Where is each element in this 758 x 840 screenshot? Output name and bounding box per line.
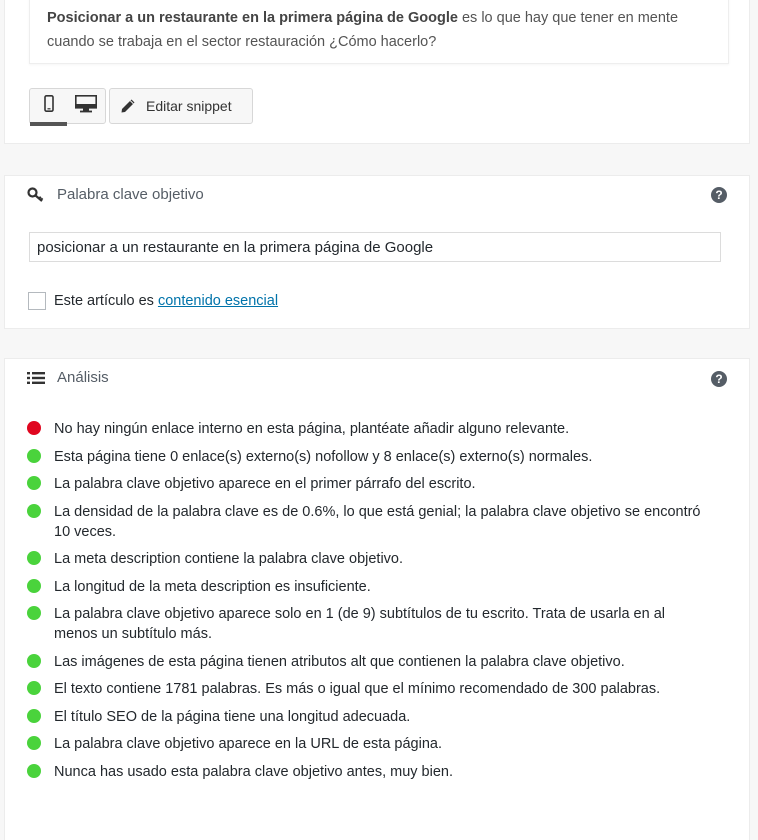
analysis-result-text: La densidad de la palabra clave es de 0.6%, lo que está genial; la palabra clave objetivo se encontró 10 veces. — [54, 503, 701, 540]
status-dot-icon — [27, 504, 41, 518]
analysis-result-text: El título SEO de la página tiene una longitud adecuada. — [54, 708, 411, 725]
analysis-result — [27, 734, 707, 754]
analysis-result — [27, 604, 707, 644]
status-dot-icon — [27, 449, 41, 463]
analysis-result-text: La meta description contiene la palabra clave objetivo. — [54, 551, 404, 567]
analysis-result — [27, 577, 707, 597]
analysis-panel — [4, 358, 750, 840]
analysis-result — [27, 474, 707, 494]
cornerstone-label: Este artículo es — [54, 293, 154, 309]
analysis-result-text: La longitud de la meta description es insuficiente. — [54, 578, 371, 595]
analysis-result-text: La palabra clave objetivo aparece en el primer párrafo del escrito. — [54, 476, 476, 492]
analysis-result — [27, 549, 707, 569]
status-dot-icon — [27, 551, 41, 565]
key-icon — [27, 187, 47, 203]
analysis-result-text: La palabra clave objetivo aparece solo en 1 (de 9) subtítulos de tu escrito. Trata de usarla en al menos un subtítulo más. — [54, 606, 665, 642]
analysis-result-text: La palabra clave objetivo aparece en la URL de esta página. — [54, 736, 443, 752]
status-dot-icon — [27, 764, 41, 778]
mobile-icon — [44, 95, 54, 117]
snippet-description — [29, 0, 729, 64]
analysis-result-text: Las imágenes de esta página tienen atributos alt que contienen la palabra clave objetivo. — [54, 653, 625, 670]
cornerstone-content-link[interactable]: contenido esencial — [157, 293, 279, 309]
status-dot-icon — [27, 654, 41, 668]
pencil-icon — [120, 98, 136, 114]
analysis-result — [27, 419, 707, 439]
help-icon[interactable]: ? — [711, 371, 727, 387]
status-dot-icon — [27, 606, 41, 620]
analysis-result — [27, 679, 707, 699]
analysis-result — [27, 502, 707, 542]
edit-snippet-button[interactable] — [109, 88, 253, 124]
snippet-description-keyword: Posicionar a un restaurante en la primera página de Google — [47, 10, 458, 26]
device-preview-toggle — [29, 88, 106, 124]
desktop-icon — [75, 95, 97, 118]
status-dot-icon — [27, 681, 41, 695]
status-dot-icon — [27, 579, 41, 593]
analysis-result-text: Esta página tiene 0 enlace(s) externo(s) nofollow y 8 enlace(s) externo(s) normales. — [54, 448, 593, 465]
mobile-preview-button[interactable] — [30, 89, 67, 123]
analysis-result-text: Nunca has usado esta palabra clave objetivo antes, muy bien. — [54, 763, 453, 780]
analysis-result — [27, 762, 707, 782]
analysis-results-list — [27, 419, 707, 789]
focus-keyword-header[interactable] — [27, 186, 204, 203]
cornerstone-content-option — [28, 292, 278, 310]
analysis-result-text: El texto contiene 1781 palabras. Es más o igual que el mínimo recomendado de 300 palabras. — [54, 681, 661, 697]
snippet-description-text: es lo que hay que tener en mente cuando se trabaja en el sector restauración ¿Cómo hacerlo? — [47, 10, 679, 50]
analysis-result — [27, 652, 707, 672]
focus-keyword-panel — [4, 175, 750, 329]
status-dot-icon — [27, 709, 41, 723]
analysis-result — [27, 707, 707, 727]
analysis-result — [27, 447, 707, 467]
list-icon — [27, 371, 47, 385]
analysis-header[interactable] — [27, 369, 109, 386]
cornerstone-checkbox[interactable] — [28, 292, 46, 310]
focus-keyword-title: Palabra clave objetivo — [57, 186, 204, 203]
focus-keyword-input[interactable] — [29, 232, 721, 262]
analysis-result-text: No hay ningún enlace interno en esta página, plantéate añadir alguno relevante. — [54, 421, 570, 437]
status-dot-icon — [27, 476, 41, 490]
status-dot-icon — [27, 421, 41, 435]
status-dot-icon — [27, 736, 41, 750]
help-icon[interactable]: ? — [711, 187, 727, 203]
desktop-preview-button[interactable] — [67, 89, 104, 123]
edit-snippet-label: Editar snippet — [146, 98, 232, 114]
analysis-title: Análisis — [57, 369, 109, 386]
snippet-preview-panel — [4, 0, 750, 144]
